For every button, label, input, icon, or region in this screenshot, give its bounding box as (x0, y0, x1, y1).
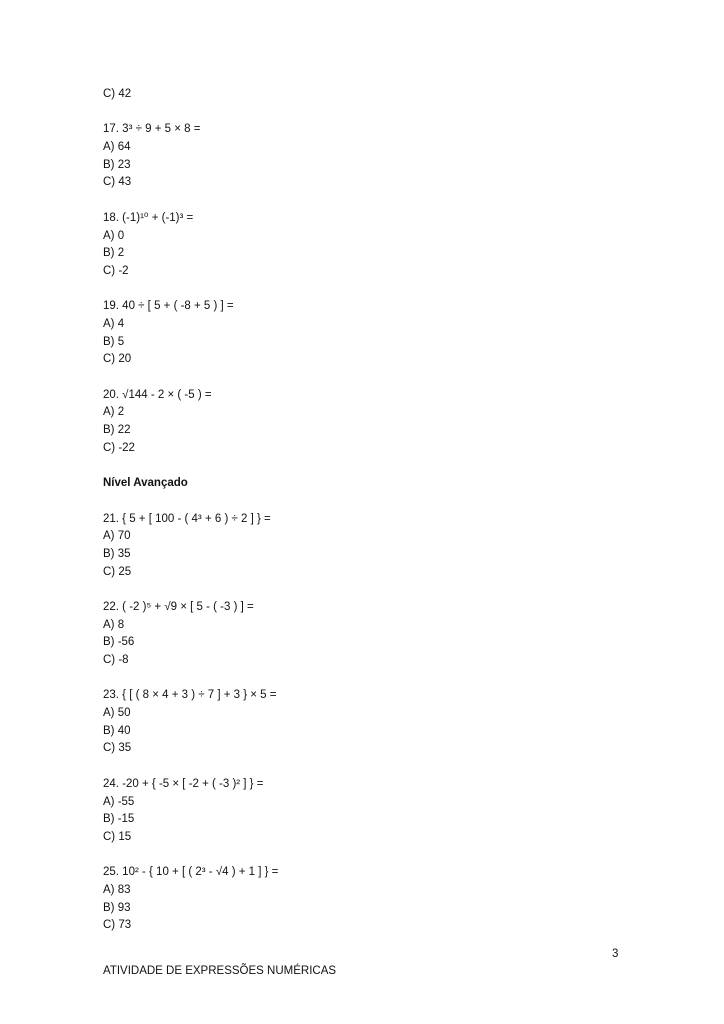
question-text: 25. 10² - { 10 + [ ( 2³ - √4 ) + 1 ] } = (103, 866, 279, 879)
answer-option-a: A) 4 (103, 317, 125, 330)
answer-option-c: C) 20 (103, 353, 132, 366)
question-text: 21. { 5 + [ 100 - ( 4³ + 6 ) ÷ 2 ] } = (103, 512, 271, 525)
section-heading: Nível Avançado (103, 477, 188, 490)
question-block (103, 687, 643, 758)
question-text: 19. 40 ÷ [ 5 + ( -8 + 5 ) ] = (103, 300, 234, 313)
question-text: 17. 3³ ÷ 9 + 5 × 8 = (103, 123, 201, 136)
question-text: 23. { [ ( 8 × 4 + 3 ) ÷ 7 ] + 3 } × 5 = (103, 689, 277, 702)
answer-option-a: A) 50 (103, 707, 131, 720)
question-block (103, 210, 643, 281)
question-text: 18. (-1)¹⁰ + (-1)³ = (103, 211, 194, 224)
question-block (103, 864, 643, 935)
question-block (103, 776, 643, 847)
question-block (103, 121, 643, 192)
answer-option-c: C) -22 (103, 441, 135, 454)
document-page (103, 86, 643, 935)
answer-option-c: C) 73 (103, 919, 132, 932)
page-footer: ATIVIDADE DE EXPRESSÕES NUMÉRICAS (103, 965, 337, 977)
question-block (103, 599, 643, 670)
answer-option-b: B) 93 (103, 901, 131, 914)
answer-option: C) 42 (103, 88, 132, 100)
answer-option-c: C) 43 (103, 176, 132, 189)
answer-option-b: B) -15 (103, 813, 135, 826)
question-block (103, 298, 643, 369)
question-text: 20. √144 - 2 × ( -5 ) = (103, 388, 212, 401)
answer-option-a: A) 8 (103, 618, 125, 631)
answer-option-c: C) 35 (103, 742, 132, 755)
answer-option-a: A) 64 (103, 141, 131, 154)
answer-option-b: B) 5 (103, 335, 125, 348)
question-block (103, 387, 643, 458)
answer-option-b: B) 2 (103, 247, 125, 260)
question-block (103, 511, 643, 582)
question-text: 22. ( -2 )⁵ + √9 × [ 5 - ( -3 ) ] = (103, 600, 254, 613)
answer-option-c: C) 15 (103, 830, 132, 843)
answer-option-b: B) 22 (103, 424, 131, 437)
question-text: 24. -20 + { -5 × [ -2 + ( -3 )² ] } = (103, 777, 264, 790)
answer-option-b: B) 40 (103, 724, 131, 737)
answer-option-a: A) 70 (103, 530, 131, 543)
answer-option-b: B) 35 (103, 547, 131, 560)
answer-option-c: C) 25 (103, 565, 132, 578)
answer-option-c: C) -8 (103, 654, 129, 666)
page-number: 3 (612, 948, 619, 960)
answer-option-a: A) -55 (103, 795, 135, 808)
answer-option-b: B) 23 (103, 158, 131, 171)
answer-option-a: A) 0 (103, 229, 125, 242)
answer-option-c: C) -2 (103, 264, 129, 277)
answer-option-b: B) -56 (103, 636, 135, 649)
answer-option-a: A) 83 (103, 883, 131, 896)
answer-option-a: A) 2 (103, 406, 125, 419)
